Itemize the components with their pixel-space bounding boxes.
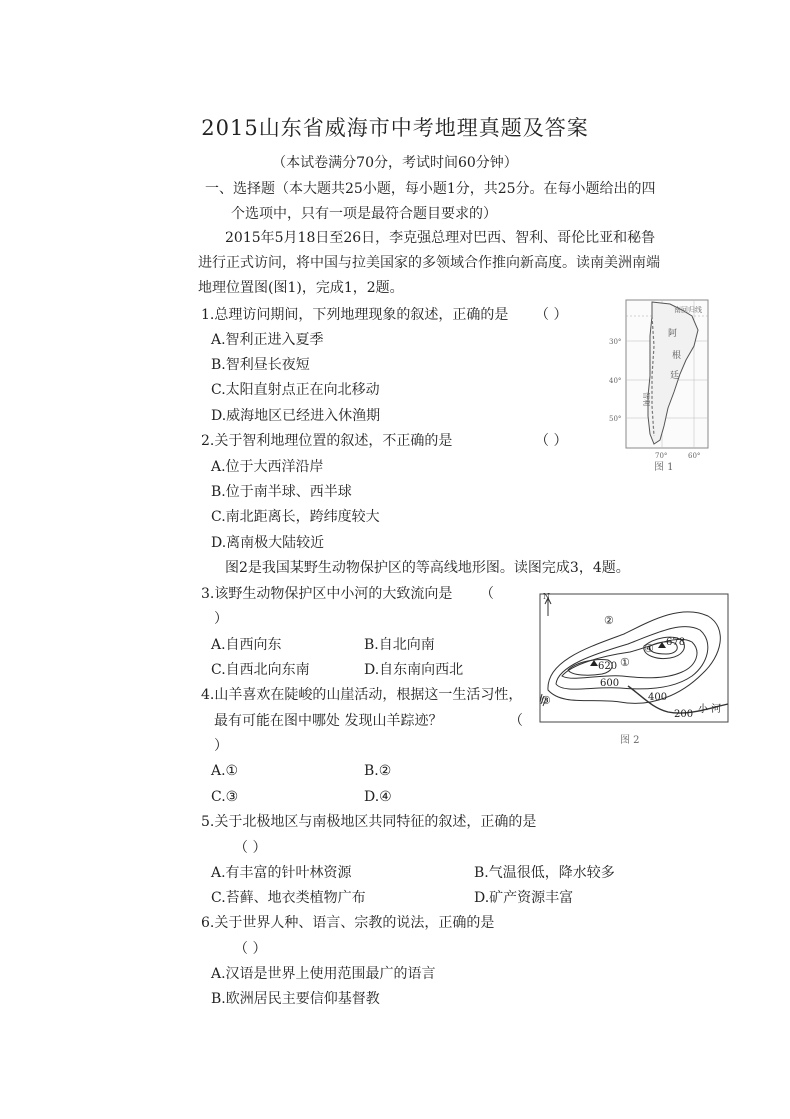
lat-30-label: 30°	[609, 338, 622, 346]
section-heading-line1: 一、选择题（本大题共25小题，每小题1分，共25分。在每小题给出的四	[205, 181, 656, 197]
page-title: 2015山东省威海市中考地理真题及答案	[201, 116, 589, 140]
q4-stem-line1: 4.山羊喜欢在陡峻的山崖活动，根据这一生活习性，	[201, 687, 523, 703]
q2-option-a: A.位于大西洋沿岸	[211, 459, 324, 475]
lon-70-label: 70°	[655, 452, 668, 460]
q1-option-b: B.智利昼长夜短	[211, 357, 310, 373]
q5-option-a: A.有丰富的针叶林资源	[211, 865, 352, 881]
q4-option-c: C.③	[211, 789, 239, 805]
intro-line2: 进行正式访问，将中国与拉美国家的多领域合作推向新高度。读南美洲南端	[198, 255, 660, 271]
figure-1-caption: 图 1	[654, 462, 674, 473]
q3-paren-close: ）	[214, 611, 228, 627]
q4-option-d: D.④	[364, 789, 392, 805]
peak-678-label: 678	[666, 637, 686, 648]
lon-60-label: 60°	[688, 452, 701, 460]
q5-option-d: D.矿产资源丰富	[474, 890, 574, 906]
fig2-intro: 图2是我国某野生动物保护区的等高线地形图。读图完成3，4题。	[225, 560, 630, 576]
q2-option-c: C.南北距离长，跨纬度较大	[211, 509, 380, 525]
q6-stem: 6.关于世界人种、语言、宗教的说法，正确的是	[201, 915, 495, 931]
q2-stem: 2.关于智利地理位置的叙述，不正确的是	[201, 433, 453, 449]
marker-2: ②	[604, 614, 614, 627]
figure-1-map	[608, 296, 718, 476]
argentina-char-3: 廷	[670, 371, 680, 381]
q4-paren-open: （	[509, 713, 523, 729]
argentina-char-1: 阿	[668, 329, 678, 339]
q5-answer-blank: （ ）	[234, 840, 267, 856]
q4-option-a: A.①	[211, 763, 239, 779]
q1-stem: 1.总理访问期间，下列地理现象的叙述，正确的是	[201, 307, 509, 323]
north-arrow-label: N	[543, 592, 550, 601]
q3-option-d: D.自东南向西北	[364, 662, 464, 678]
q4-stem-line2: 最有可能在图中哪处 发现山羊踪迹？	[214, 713, 443, 729]
lat-50-label: 50°	[609, 415, 622, 423]
q3-option-b: B.自北向南	[364, 637, 435, 653]
lat-40-label: 40°	[609, 377, 622, 385]
q1-option-d: D.威海地区已经进入休渔期	[211, 408, 381, 424]
q6-option-b: B.欧洲居民主要信仰基督教	[211, 991, 380, 1007]
q4-option-b: B.②	[364, 763, 392, 779]
figure-2-caption: 图 2	[620, 735, 640, 746]
marker-3: ③	[541, 694, 551, 707]
argentina-char-2: 根	[672, 351, 682, 361]
q3-option-c: C.自西北向东南	[211, 662, 310, 678]
q6-option-a: A.汉语是世界上使用范围最广的语言	[211, 966, 436, 982]
marker-1: ①	[620, 656, 630, 669]
intro-line1: 2015年5月18日至26日，李克强总理对巴西、智利、哥伦比亚和秘鲁	[225, 230, 656, 246]
q3-paren-open: （	[480, 586, 494, 602]
q2-option-d: D.离南极大陆较近	[211, 535, 325, 551]
figure-2-contour-map	[532, 590, 732, 750]
q1-answer-blank: （ ）	[535, 307, 568, 323]
q4-paren-close: ）	[214, 738, 228, 754]
q6-answer-blank: （ ）	[234, 941, 267, 957]
q2-option-b: B.位于南半球、西半球	[211, 484, 352, 500]
q1-option-c: C.太阳直射点正在向北移动	[211, 382, 380, 398]
q3-stem: 3.该野生动物保护区中小河的大致流向是	[201, 586, 453, 602]
tropic-label: 南回归线	[674, 306, 702, 314]
intro-line3: 地理位置图(图1)，完成1，2题。	[198, 280, 404, 296]
section-heading-line2: 个选项中，只有一项是最符合题目要求的）	[231, 206, 497, 222]
peak-620-label: 620	[598, 661, 618, 672]
q5-stem: 5.关于北极地区与南极地区共同特征的叙述，正确的是	[201, 814, 537, 830]
q3-option-a: A.自西向东	[211, 637, 282, 653]
marker-4: ④	[644, 642, 654, 655]
q5-option-c: C.苔藓、地衣类植物广布	[211, 890, 366, 906]
contour-200-label: 200	[674, 709, 694, 720]
river-label: 小 河	[698, 704, 722, 715]
q2-answer-blank: （ ）	[535, 433, 568, 449]
contour-400-label: 400	[648, 692, 668, 703]
q1-option-a: A.智利正进入夏季	[211, 332, 324, 348]
exam-info: （本试卷满分70分，考试时间60分钟）	[272, 155, 518, 171]
contour-600-label: 600	[600, 678, 620, 689]
chile-label: 智利	[642, 392, 650, 406]
q5-option-b: B.气温很低，降水较多	[474, 865, 615, 881]
